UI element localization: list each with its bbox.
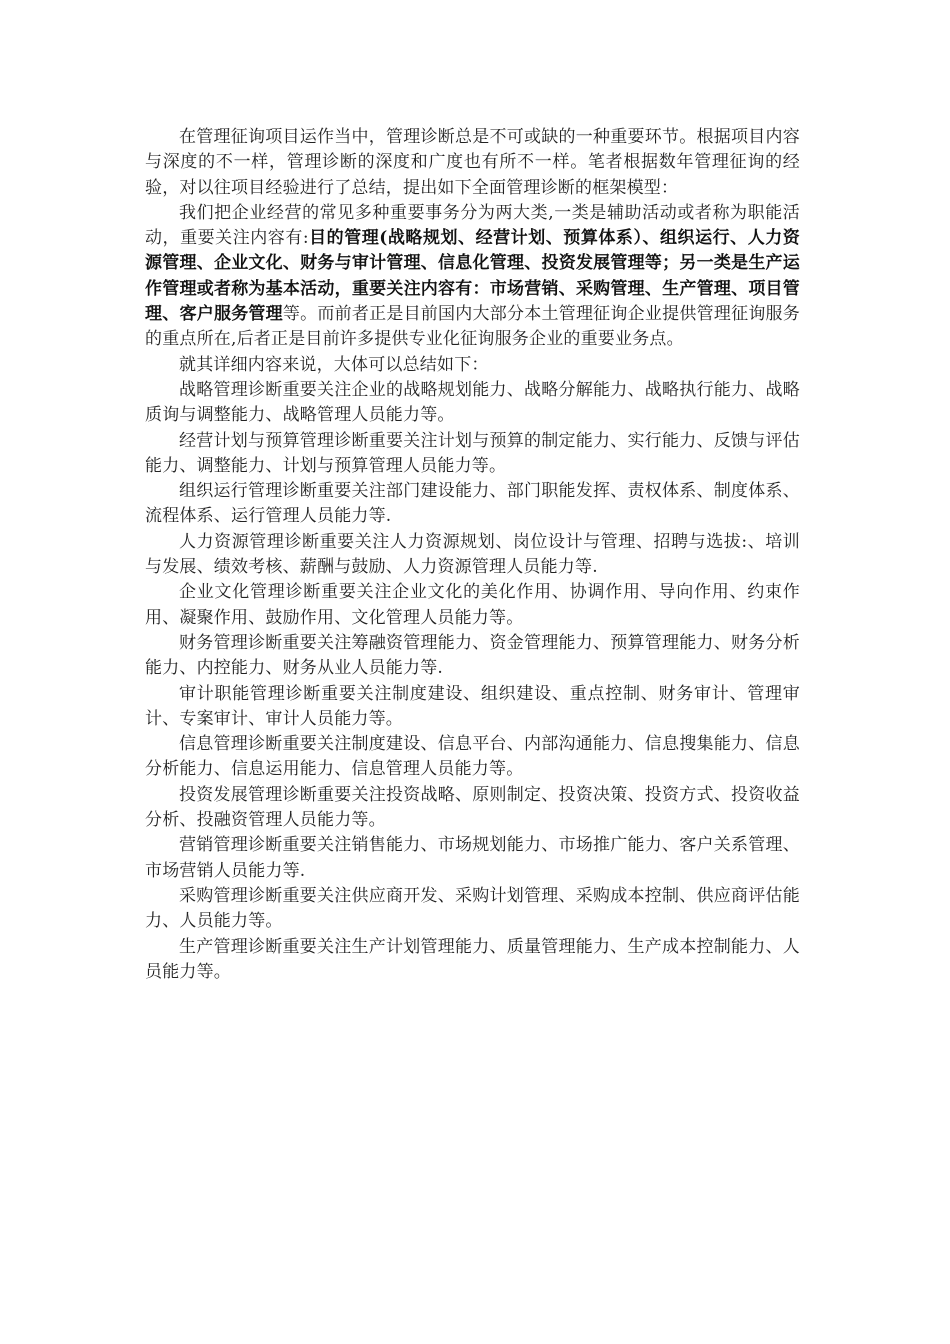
- paragraph-summary-lead: [145, 353, 800, 378]
- paragraph-strategy: [145, 378, 800, 429]
- paragraph-intro: [145, 125, 800, 201]
- paragraph-finance: [145, 631, 800, 682]
- paragraph-culture: [145, 580, 800, 631]
- paragraph-text: 企业文化管理诊断重要关注企业文化的美化作用、协调作用、导向作用、约束作用、凝聚作用、鼓励作用、文化管理人员能力等。: [145, 582, 800, 628]
- paragraph-text: 生产管理诊断重要关注生产计划管理能力、质量管理能力、生产成本控制能力、人员能力等。: [145, 936, 800, 982]
- paragraph-bold-text: 目的管理(战略规划、经营计划、预算体系）、组织运行、人力资源管理、企业文化、财务与审计管理、信息化管理、投资发展管理等；另一类是生产运作管理或者称为基本活动，重要关注内容有：市场营销、采购管理、生产管理、项目管理、客户服务管理: [145, 228, 801, 325]
- paragraph-organization: [145, 479, 800, 530]
- paragraph-production: [145, 935, 800, 986]
- paragraph-hr: [145, 530, 800, 581]
- paragraph-text: 审计职能管理诊断重要关注制度建设、组织建设、重点控制、财务审计、管理审计、专案审计、审计人员能力等。: [145, 683, 800, 729]
- paragraph-text: 营销管理诊断重要关注销售能力、市场规划能力、市场推广能力、客户关系管理、市场营销人员能力等.: [145, 835, 800, 881]
- document-page: [145, 125, 800, 985]
- paragraph-information: [145, 732, 800, 783]
- paragraph-text: 投资发展管理诊断重要关注投资战略、原则制定、投资决策、投资方式、投资收益分析、投融资管理人员能力等。: [145, 784, 800, 831]
- paragraph-text: 经营计划与预算管理诊断重要关注计划与预算的制定能力、实行能力、反馈与评估能力、调整能力、计划与预算管理人员能力等。: [145, 430, 800, 476]
- paragraph-text: 组织运行管理诊断重要关注部门建设能力、部门职能发挥、责权体系、制度体系、流程体系、运行管理人员能力等.: [145, 481, 800, 527]
- paragraph-text: 就其详细内容来说，大体可以总结如下：: [179, 354, 489, 375]
- paragraph-marketing: [145, 833, 800, 884]
- paragraph-text: 采购管理诊断重要关注供应商开发、采购计划管理、采购成本控制、供应商评估能力、人员能力等。: [145, 885, 800, 932]
- paragraph-text: 我们把企业经营的常见多种重要事务分为两大类,一类是辅助活动或者称为职能活动，重要关注内容有:: [145, 202, 800, 249]
- paragraph-budget: [145, 429, 800, 480]
- paragraph-text: 等。而前者正是目前国内大部分本土管理征询企业提供管理征询服务的重点所在,后者正是目前许多提供专业化征询服务企业的重要业务点。: [145, 304, 800, 350]
- paragraph-text: 财务管理诊断重要关注筹融资管理能力、资金管理能力、预算管理能力、财务分析能力、内控能力、财务从业人员能力等.: [145, 632, 800, 679]
- paragraph-categories: [145, 201, 800, 353]
- paragraph-audit: [145, 682, 800, 733]
- paragraph-text: 在管理征询项目运作当中，管理诊断总是不可或缺的一种重要环节。根据项目内容与深度的不一样，管理诊断的深度和广度也有所不一样。笔者根据数年管理征询的经验，对以往项目经验进行了总结，提出如下全面管理诊断的框架模型：: [145, 127, 800, 198]
- paragraph-investment: [145, 783, 800, 834]
- paragraph-text: 信息管理诊断重要关注制度建设、信息平台、内部沟通能力、信息搜集能力、信息分析能力、信息运用能力、信息管理人员能力等。: [145, 734, 800, 780]
- paragraph-text: 战略管理诊断重要关注企业的战略规划能力、战略分解能力、战略执行能力、战略质询与调整能力、战略管理人员能力等。: [145, 379, 800, 426]
- paragraph-text: 人力资源管理诊断重要关注人力资源规划、岗位设计与管理、招聘与选拔:、培训与发展、绩效考核、薪酬与鼓励、人力资源管理人员能力等.: [145, 531, 800, 578]
- paragraph-procurement: [145, 884, 800, 935]
